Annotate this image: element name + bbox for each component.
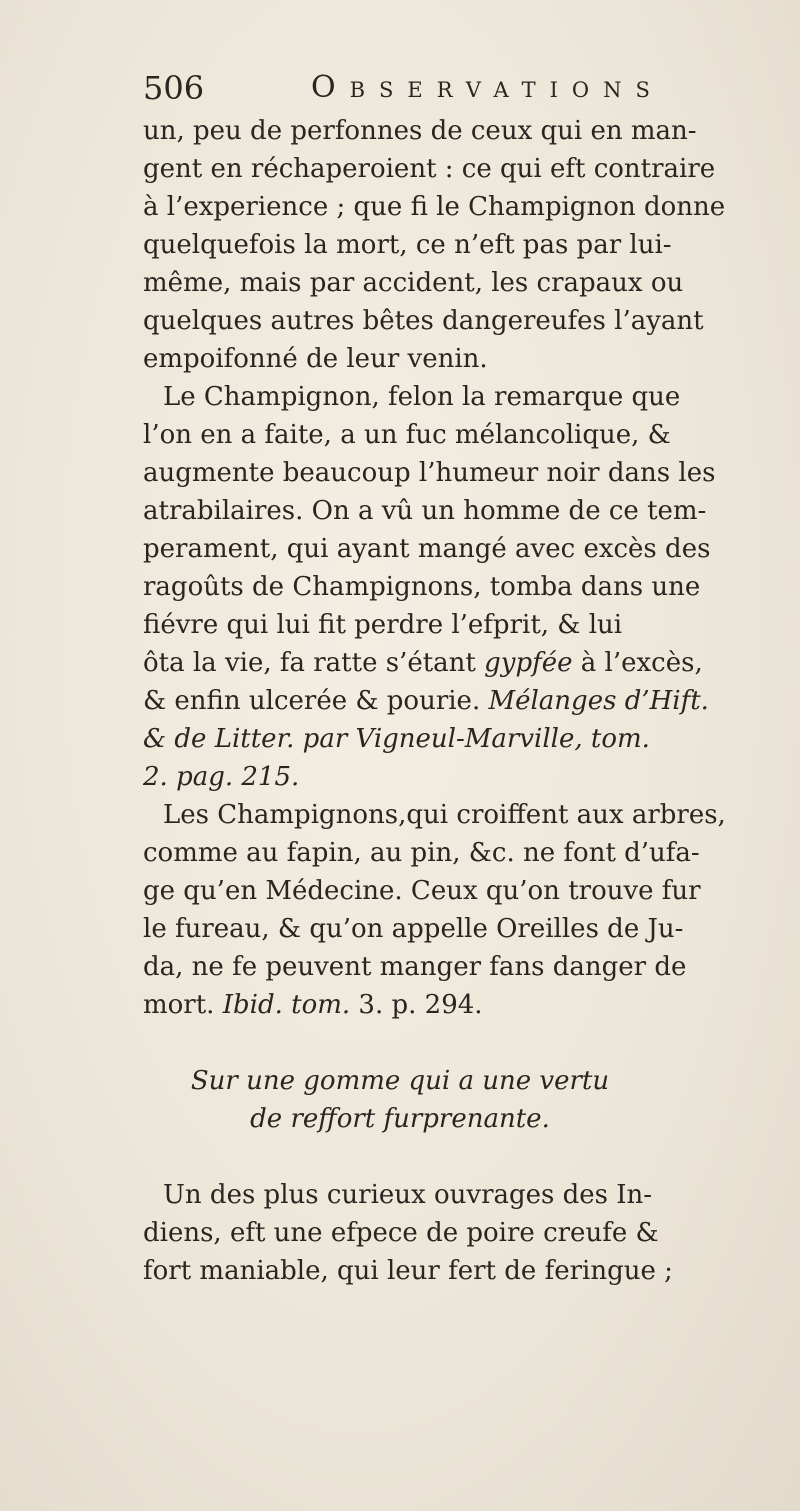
text-line: l’on en a faite, a un fuc mélancolique, & [143, 420, 671, 450]
section-title-line-1: Sur une gomme qui a une vertu [190, 1066, 610, 1096]
italic-word: gypfée [484, 648, 573, 678]
text-line: ragoûts de Champignons, tomba dans une [143, 572, 701, 602]
text-line: Un des plus curieux ouvrages des In- [163, 1180, 653, 1210]
text-run: mort. [143, 990, 223, 1020]
text-line: augmente beaucoup l’humeur noir dans les [143, 458, 716, 488]
text-line [143, 682, 709, 720]
citation: Mélanges d’Hift. [488, 686, 709, 716]
text-line: gent en réchaperoient : ce qui eft contraire [143, 154, 716, 184]
text-line: quelques autres bêtes dangereufes l’ayant [143, 306, 704, 336]
text-line: à l’experience ; que fi le Champignon donne [143, 192, 726, 222]
text-line: atrabilaires. On a vû un homme de ce tem- [143, 496, 707, 526]
text-line: fiévre qui lui fit perdre l’efprit, & lui [143, 610, 623, 640]
text-line: comme au fapin, au pin, &c. ne font d’ufa- [143, 838, 700, 868]
text-line: le fureau, & qu’on appelle Oreilles de Ju- [143, 914, 684, 944]
page-number: 506 [143, 69, 205, 107]
citation-line: & de Litter. par Vigneul-Marville, tom. [143, 724, 650, 754]
page-header [143, 68, 703, 112]
citation: Ibid. tom. [222, 990, 351, 1020]
text-line: da, ne fe peuvent manger fans danger de [143, 952, 687, 982]
text-run: & enfin ulcerée & pourie. [143, 686, 489, 716]
text-line [143, 986, 483, 1024]
citation-page: 2. pag. 215. [143, 762, 300, 792]
text-line: diens, eft une efpece de poire creufe & [143, 1218, 659, 1248]
text-run: à l’excès, [572, 648, 703, 678]
text-line: Le Champignon, felon la remarque que [163, 382, 681, 412]
section-title-line-2: de reffort furprenante. [250, 1104, 550, 1134]
text-run: ôta la vie, fa ratte s’étant [143, 648, 485, 678]
text-line: fort maniable, qui leur fert de feringue ; [143, 1256, 673, 1286]
text-line: un, peu de perfonnes de ceux qui en man- [143, 116, 697, 146]
text-line: ge qu’en Médecine. Ceux qu’on trouve fur [143, 876, 701, 906]
text-line [143, 644, 703, 682]
text-line: empoifonné de leur venin. [143, 344, 488, 374]
text-line: quelquefois la mort, ce n’eft pas par lui- [143, 230, 672, 260]
text-line: perament, qui ayant mangé avec excès des [143, 534, 711, 564]
text-line: même, mais par accident, les crapaux ou [143, 268, 684, 298]
running-head: Observations [311, 70, 664, 105]
text-run: 3. p. 294. [350, 990, 483, 1020]
text-line: Les Champignons,qui croiffent aux arbres, [163, 800, 726, 830]
